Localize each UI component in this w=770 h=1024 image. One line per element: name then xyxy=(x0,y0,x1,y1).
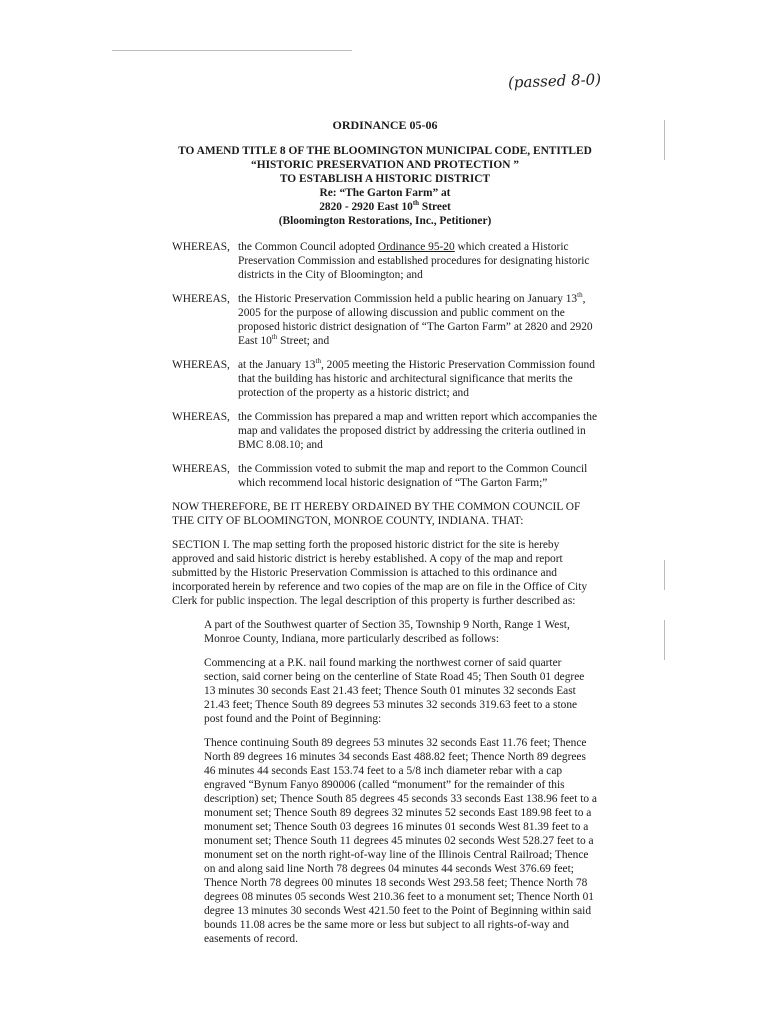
ordinance-reference: Ordinance 95-20 xyxy=(377,241,455,253)
whereas-clause: WHEREAS, at the January 13th, 2005 meeting the Historic Preservation Commission found that the building has historic and architectural significance that merits the protection of the property as a historic district; and xyxy=(172,357,595,399)
scan-margin-mark xyxy=(664,560,665,590)
ordinance-document xyxy=(172,118,598,956)
scan-artifact-line xyxy=(112,50,352,51)
ordinance-title: ORDINANCE 05-06 xyxy=(332,118,438,132)
legal-description-bounds: Thence continuing South 89 degrees 53 minutes 32 seconds East 11.76 feet; Thence North 89 degrees 16 minutes 34 seconds East 488.82 feet; Thence North 89 degrees 46 minutes 44 seconds East 153.74 feet to a 5/8 inch diameter rebar with a cap engraved “Bynum Fanyo 890006 (called “monument” for the remainder of this description) set; Thence South 85 degrees 45 seconds 33 seconds East 138.96 feet to a monument set; Thence South 89 degrees 32 minutes 52 seconds East 189.98 feet to a monument set; Thence South 03 degrees 16 minutes 01 seconds West 81.39 feet to a monument set; Thence South 11 degrees 45 minutes 02 seconds West 528.27 feet to a monument set on the north right-of-way line of the Illinois Central Railroad; Thence on and along said line North 78 degrees 04 minutes 44 seconds West 376.69 feet; Thence North 78 degrees 00 minutes 18 seconds West 293.58 feet; Thence North 78 degrees 08 minutes 05 seconds West 210.36 feet to a monument set; Thence North 01 degree 13 minutes 30 seconds West 421.50 feet to the Point of Beginning within said bounds 11.08 acres be the same more or less but subject to all rights-of-way and easements of record. xyxy=(204,737,597,945)
whereas-clause: WHEREAS, the Historic Preservation Commission held a public hearing on January 13th, 2005 for the purpose of allowing discussion and public comment on the proposed historic district designation of “The Garton Farm” at 2820 and 2920 East 10th Street; and xyxy=(172,291,593,347)
now-therefore-clause: NOW THEREFORE, BE IT HEREBY ORDAINED BY THE COMMON COUNCIL OF THE CITY OF BLOOMINGTON, MONROE COUNTY, INDIANA. THAT: xyxy=(172,501,581,527)
ordinance-heading: TO AMEND TITLE 8 OF THE BLOOMINGTON MUNICIPAL CODE, ENTITLED “HISTORIC PRESERVATION AND PROTECTION ” TO ESTABLISH A HISTORIC DISTRICT Re: “The Garton Farm” at 2820 - 2920 East 10th Street (Bloomington Restorations, Inc., Petitioner) xyxy=(178,145,592,227)
whereas-clause: WHEREAS, the Commission voted to submit the map and report to the Common Council which recommend local historic designation of “The Garton Farm;” xyxy=(172,463,588,489)
whereas-clause: WHEREAS, the Common Council adopted Ordinance 95-20 which created a Historic Preservation Commission and established procedures for designating historic districts in the City of Bloomington; and xyxy=(172,241,590,281)
legal-description-intro: A part of the Southwest quarter of Section 35, Township 9 North, Range 1 West, Monroe County, Indiana, more particularly described as follows: xyxy=(204,619,570,645)
legal-description-commencement: Commencing at a P.K. nail found marking the northwest corner of said quarter section, said corner being on the centerline of State Road 45; Then South 01 degree 13 minutes 30 seconds East 21.43 feet; Thence South 01 minutes 32 seconds East 21.43 feet; Thence South 89 degrees 53 minutes 32 seconds 319.63 feet to a stone post found and the Point of Beginning: xyxy=(204,657,585,725)
whereas-clause: WHEREAS, the Commission has prepared a map and written report which accompanies the map and validates the proposed district by addressing the criteria outlined in BMC 8.08.10; and xyxy=(172,411,598,451)
section-one: SECTION I. The map setting forth the proposed historic district for the site is hereby approved and said historic district is hereby established. A copy of the map and report submitted by the Historic Preservation Commission is attached to this ordinance and incorporated herein by reference and two copies of the map are on file in the Office of City Clerk for public inspection. The legal description of this property is further described as: xyxy=(172,539,588,607)
scan-margin-mark xyxy=(664,120,665,160)
handwritten-annotation: (passed 8-0) xyxy=(507,70,602,92)
scan-margin-mark xyxy=(664,620,665,660)
